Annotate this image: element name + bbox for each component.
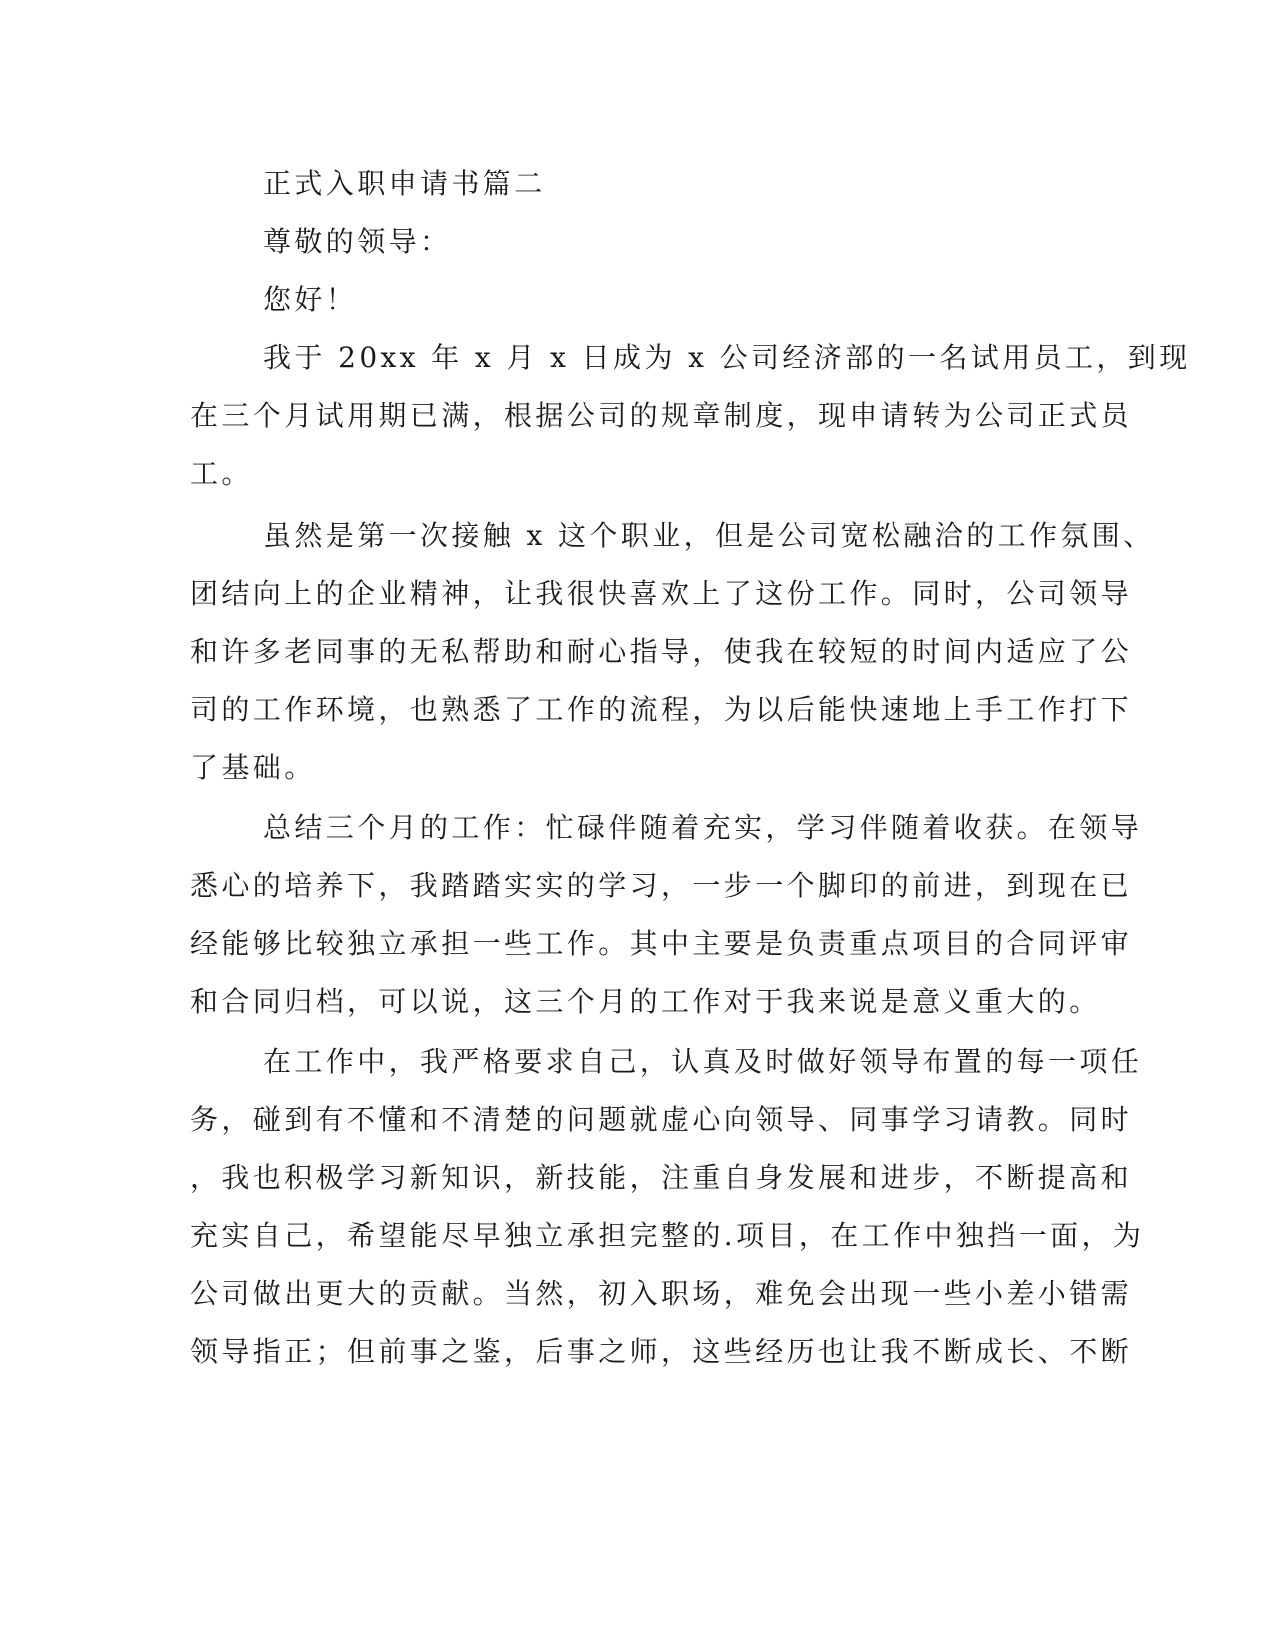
body-line: 司的工作环境，也熟悉了工作的流程，为以后能快速地上手工作打下	[190, 693, 1133, 726]
salutation: 尊敬的领导：	[263, 225, 452, 258]
body-line: 公司做出更大的贡献。当然，初入职场，难免会出现一些小差小错需	[190, 1277, 1133, 1310]
body-line: 工。	[190, 457, 253, 490]
body-line: 总结三个月的工作：忙碌伴随着充实，学习伴随着收获。在领导	[263, 811, 1143, 844]
body-line: 团结向上的企业精神，让我很快喜欢上了这份工作。同时，公司领导	[190, 577, 1133, 610]
body-line: 悉心的培养下，我踏踏实实的学习，一步一个脚印的前进，到现在已	[190, 869, 1133, 902]
body-line: 充实自己，希望能尽早独立承担完整的.项目，在工作中独挡一面，为	[190, 1219, 1145, 1252]
body-line: 我于 20xx 年 x 月 x 日成为 x 公司经济部的一名试用员工，到现	[263, 341, 1191, 374]
body-line: 和合同归档，可以说，这三个月的工作对于我来说是意义重大的。	[190, 985, 1101, 1018]
body-line: 和许多老同事的无私帮助和耐心指导，使我在较短的时间内适应了公	[190, 635, 1133, 668]
body-line: ，我也积极学习新知识，新技能，注重自身发展和进步，不断提高和	[190, 1161, 1133, 1194]
body-line: 虽然是第一次接触 x 这个职业，但是公司宽松融洽的工作氛围、	[263, 519, 1155, 552]
body-line: 了基础。	[190, 751, 316, 784]
body-line: 领导指正；但前事之鉴，后事之师，这些经历也让我不断成长、不断	[190, 1335, 1133, 1368]
body-line: 经能够比较独立承担一些工作。其中主要是负责重点项目的合同评审	[190, 927, 1133, 960]
body-line: 在工作中，我严格要求自己，认真及时做好领导布置的每一项任	[263, 1045, 1143, 1078]
body-line: 在三个月试用期已满，根据公司的规章制度，现申请转为公司正式员	[190, 399, 1133, 432]
greeting: 您好！	[263, 283, 358, 316]
body-line: 务，碰到有不懂和不清楚的问题就虚心向领导、同事学习请教。同时	[190, 1103, 1133, 1136]
document-title: 正式入职申请书篇二	[263, 167, 546, 200]
